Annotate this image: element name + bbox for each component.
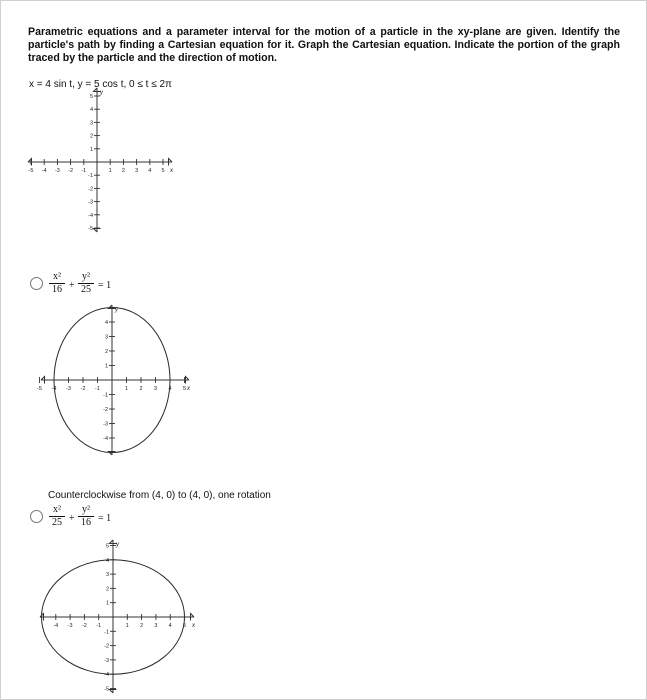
option-1-term2-denominator: 25 bbox=[81, 284, 91, 295]
blank-graph-y-tick-label: -4 bbox=[88, 212, 93, 219]
option-1-graph-y-tick-label: 2 bbox=[104, 349, 108, 355]
option-2-graph-y-tick-label: 5 bbox=[105, 543, 109, 550]
option-2-term2-numerator: y² bbox=[78, 505, 94, 517]
blank-graph-x-tick-label: 1 bbox=[108, 168, 112, 174]
option-1-graph-y-tick-label: -3 bbox=[103, 421, 108, 428]
blank-graph-x-tick-label: 5 bbox=[161, 168, 165, 174]
blank-graph-y-tick-label: -1 bbox=[88, 173, 93, 180]
option-1-equation bbox=[49, 272, 119, 300]
option-2-graph-x-tick-label: -4 bbox=[53, 623, 59, 629]
blank-graph-x-tick-label: -4 bbox=[41, 168, 47, 174]
option-2-rhs: = 1 bbox=[98, 513, 112, 524]
blank-graph-x-tick-label: 4 bbox=[148, 168, 152, 174]
option-1-term1-denominator: 16 bbox=[52, 284, 62, 295]
option-1-graph-y-tick-label: 4 bbox=[104, 320, 108, 326]
option-1-graph-x-tick-label: -1 bbox=[95, 386, 100, 392]
option-1-graph-x-tick-label: 1 bbox=[124, 386, 129, 392]
option-2-term2-denominator: 16 bbox=[81, 517, 91, 528]
option-1-description: Counterclockwise from (4, 0) to (4, 0), one rotation bbox=[48, 490, 271, 501]
option-1-graph-x-tick-label: -3 bbox=[66, 386, 71, 392]
option-2-graph-x-tick-label: -2 bbox=[81, 623, 87, 629]
blank-graph-y-tick-label: 5 bbox=[89, 94, 93, 100]
blank-graph-x-tick-label: -5 bbox=[28, 168, 34, 174]
option-1-graph-y-axis-label: y bbox=[115, 307, 118, 313]
option-1-graph-x-tick-label: -2 bbox=[80, 386, 86, 392]
option-2-plus: + bbox=[69, 513, 75, 524]
option-1-graph-y-tick-label: -4 bbox=[103, 436, 108, 442]
option-2-equation bbox=[49, 505, 119, 533]
option-1-graph-x-tick-label: 5 bbox=[182, 386, 187, 392]
blank-graph-y-tick-label: 3 bbox=[89, 120, 93, 127]
option-1-radio[interactable] bbox=[30, 277, 43, 290]
option-2-graph-y-tick-label: -3 bbox=[104, 657, 109, 664]
option-1-graph-y-tick-label: 3 bbox=[104, 334, 108, 341]
blank-graph-y-tick-label: -3 bbox=[88, 199, 93, 206]
option-2-term1-numerator: x² bbox=[49, 505, 65, 517]
blank-graph-y-tick-label: -2 bbox=[88, 186, 93, 193]
option-1-graph-x-tick-label: 2 bbox=[139, 386, 143, 392]
blank-graph-x-tick-label: -1 bbox=[81, 168, 87, 174]
option-1-term1-numerator: x² bbox=[49, 272, 65, 284]
blank-graph-x-tick-label: 3 bbox=[135, 168, 139, 174]
option-1-term2-numerator: y² bbox=[78, 272, 94, 284]
blank-graph-x-tick-label: -2 bbox=[68, 168, 74, 174]
option-2-graph-y-tick-label: 2 bbox=[105, 586, 109, 593]
option-2-graph-y-tick-label: -5 bbox=[104, 686, 109, 693]
option-2-graph-x-tick-label: 1 bbox=[125, 623, 129, 629]
option-1-graph-y-tick-label: 1 bbox=[104, 363, 108, 370]
blank-graph-y-tick-label: 4 bbox=[89, 107, 93, 114]
option-2-graph-y-tick-label: -4 bbox=[104, 672, 109, 679]
option-1-graph-x-tick-label: -5 bbox=[37, 386, 42, 392]
option-1-graph-x-axis-label: x bbox=[187, 386, 190, 392]
option-2-graph-x-tick-label: -3 bbox=[67, 623, 73, 629]
option-1-graph-y-tick-label: -2 bbox=[103, 407, 108, 413]
blank-graph-y-axis-label: y bbox=[100, 90, 103, 96]
blank-graph-y-tick-label: -5 bbox=[88, 226, 93, 232]
option-2-radio[interactable] bbox=[30, 510, 43, 523]
blank-graph-y-tick-label: 2 bbox=[89, 133, 93, 140]
option-2-graph-x-tick-label: 2 bbox=[140, 623, 144, 629]
option-2-graph-x-tick-label: 5 bbox=[182, 623, 187, 629]
option-2-graph-y-tick-label: 1 bbox=[105, 600, 109, 607]
blank-graph-x-axis-label: x bbox=[170, 168, 173, 174]
option-2-graph-y-tick-label: 3 bbox=[105, 572, 109, 579]
option-1-plus: + bbox=[69, 280, 75, 291]
option-2-graph-x-tick-label: 4 bbox=[168, 623, 172, 629]
blank-graph-x-tick-label: 2 bbox=[121, 168, 125, 174]
option-1-rhs: = 1 bbox=[98, 280, 112, 291]
option-2-graph-x-tick-label: -1 bbox=[96, 623, 102, 629]
option-1-graph-x-tick-label: 4 bbox=[168, 386, 172, 392]
option-2-graph-y-axis-label: y bbox=[116, 542, 119, 548]
option-2-term1-denominator: 25 bbox=[52, 517, 62, 528]
option-1-graph-x-tick-label: -4 bbox=[51, 386, 57, 392]
blank-graph-y-tick-label: 1 bbox=[89, 146, 93, 153]
option-2-graph-x-tick-label: 3 bbox=[154, 623, 158, 629]
option-2-graph-y-tick-label: -2 bbox=[104, 643, 109, 650]
option-2-graph-y-tick-label: -1 bbox=[104, 629, 109, 636]
given-equation: x = 4 sin t, y = 5 cos t, 0 ≤ t ≤ 2π bbox=[29, 79, 172, 90]
blank-graph-x-tick-label: -3 bbox=[54, 168, 60, 174]
question-prompt: Parametric equations and a parameter interval for the motion of a particle in the xy-plane are given. Identify the particle's path by finding a Cartesian equation for it. Graph the Cartesian equation. Indicate the portion of the graph traced by the particle and the direction of motion. bbox=[28, 26, 620, 64]
option-2-graph-y-tick-label: 4 bbox=[105, 557, 109, 564]
option-2-graph-x-axis-label: x bbox=[192, 623, 195, 629]
option-1-graph-y-tick-label: -1 bbox=[103, 392, 108, 399]
option-1-graph-x-tick-label: 3 bbox=[153, 386, 158, 392]
